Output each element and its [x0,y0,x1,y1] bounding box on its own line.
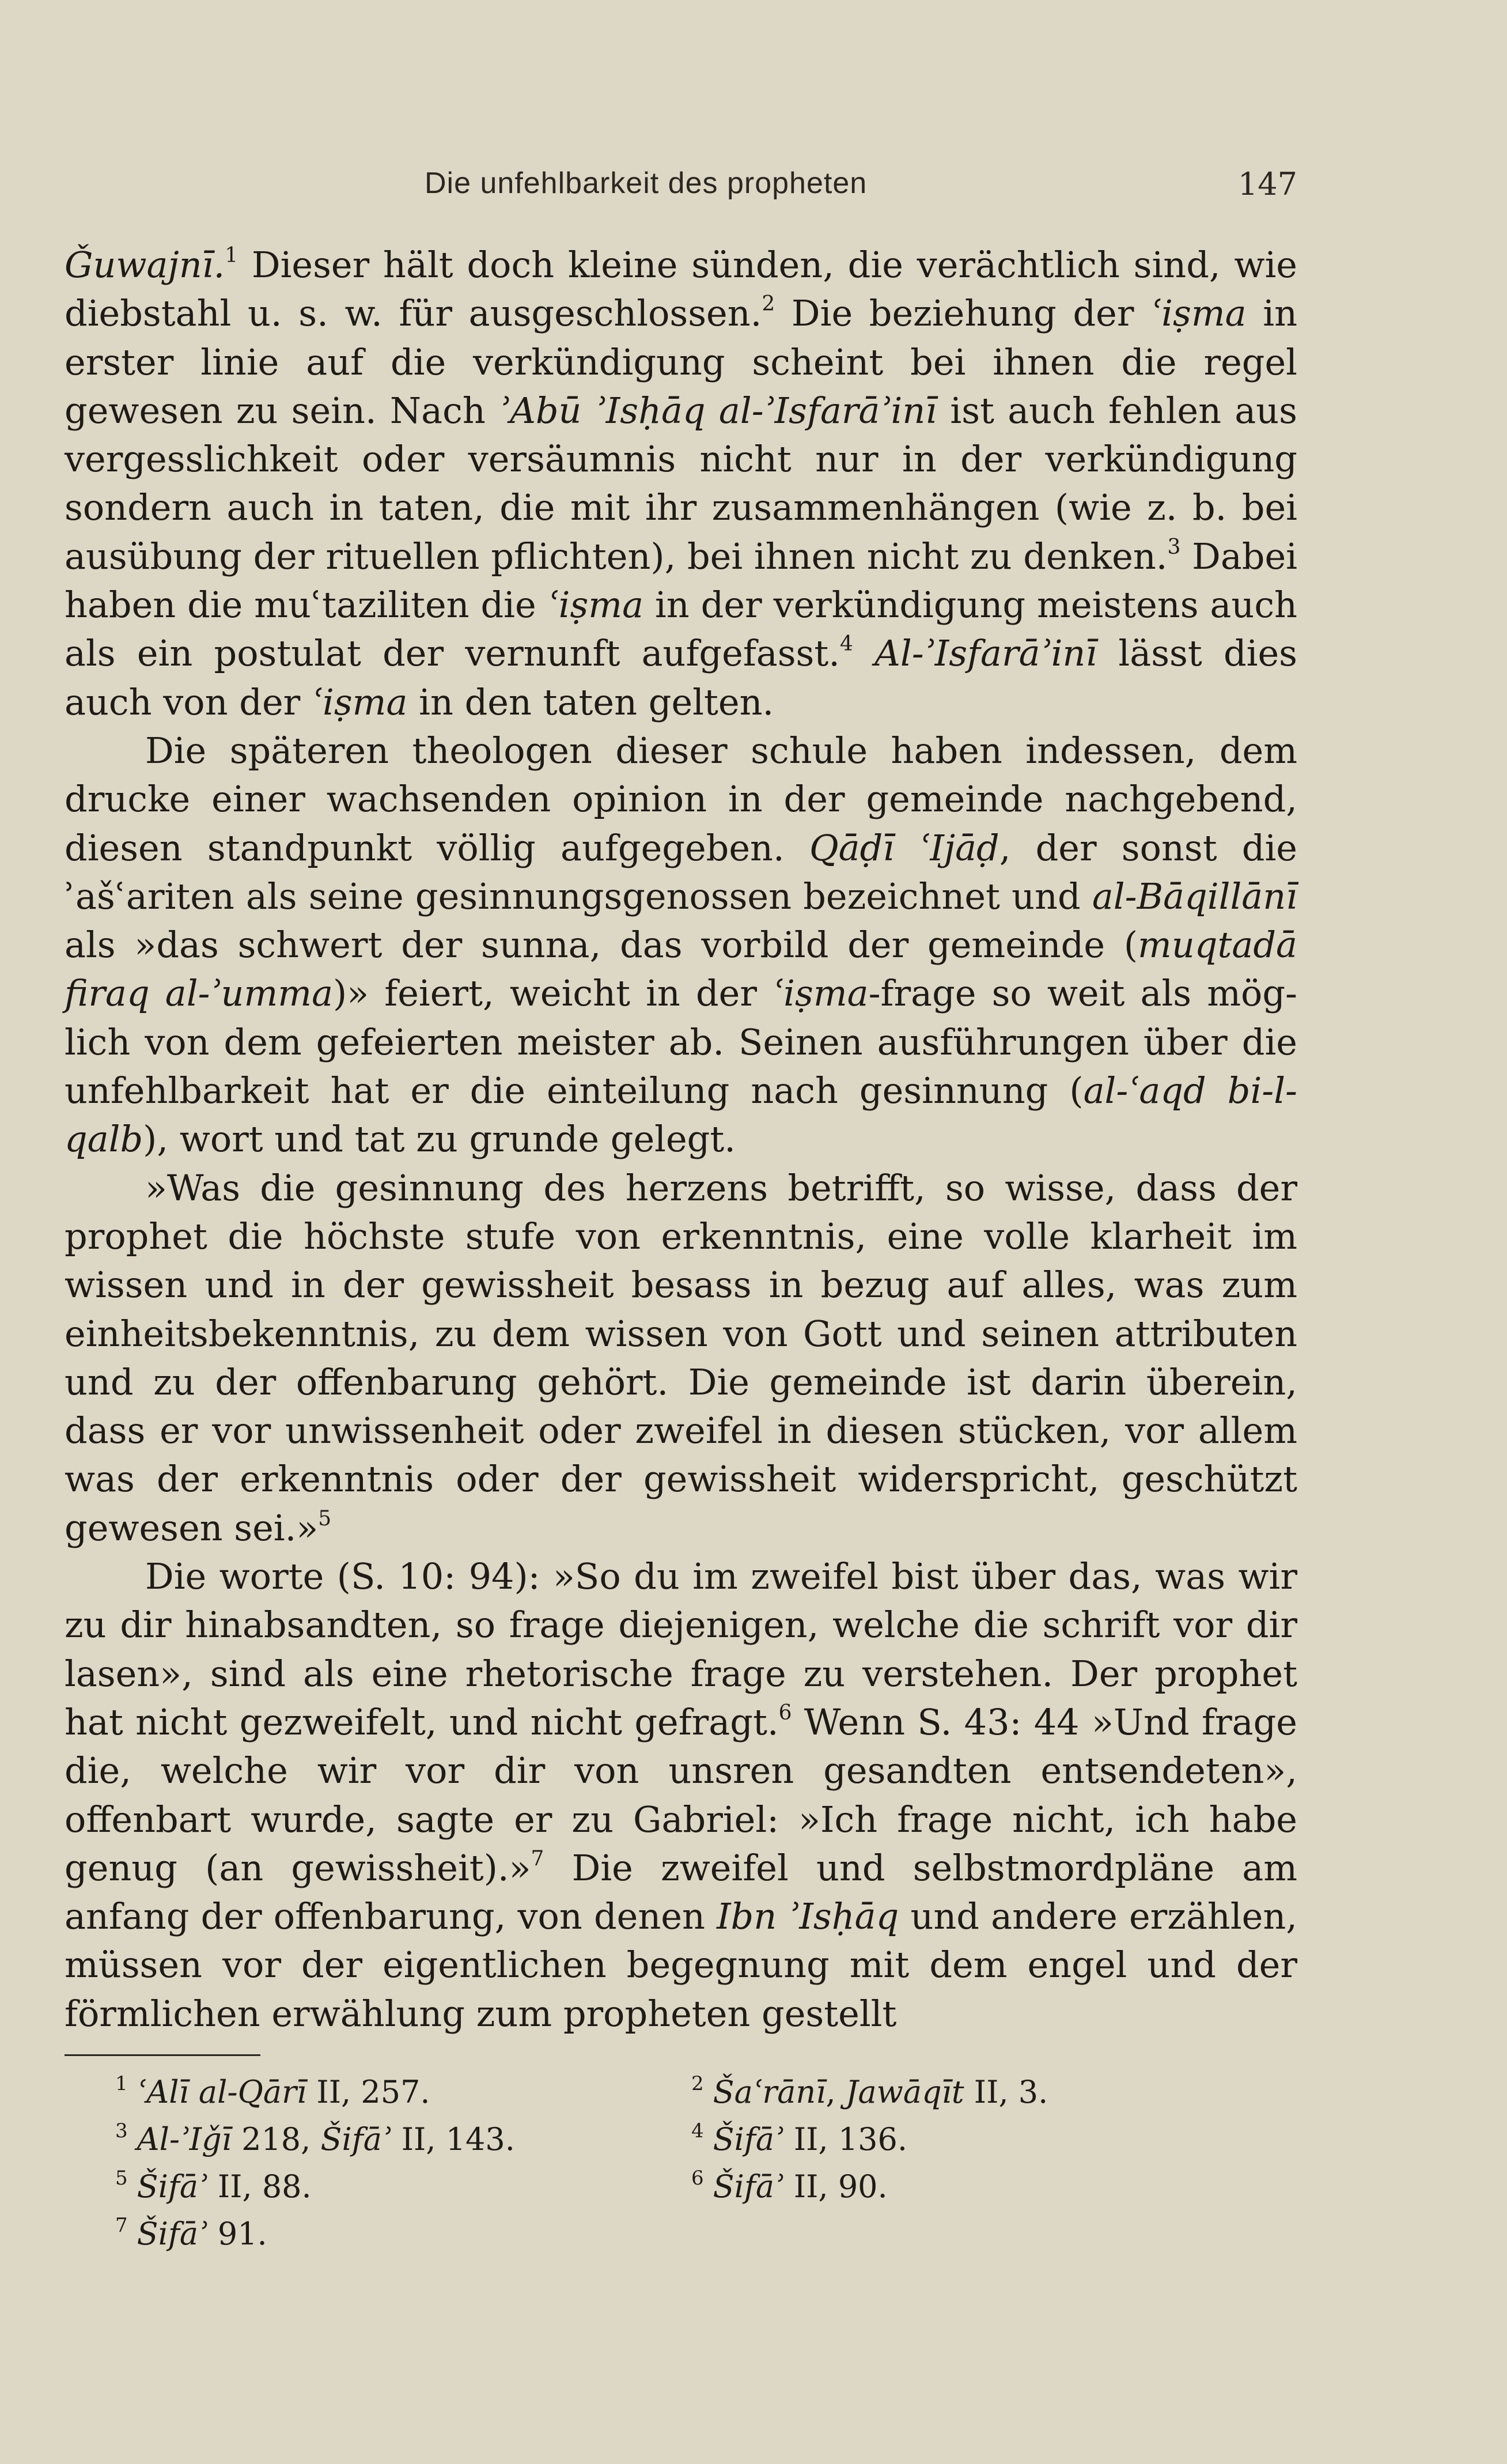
footnote-rule [65,2054,260,2056]
text-run: , der sonst die ʾašʿariten als seine gesinnungsgenossen bezeichnet und [65,826,1297,917]
text-run: in erster linie auf die verkündigung scheint bei ihnen die regel gewesen zu sein. Nach [65,292,1297,432]
text-run: II, 136. [783,2121,908,2157]
text-run: und andere erzählen, müssen vor der eigentlichen begegnung mit dem engel und der förmlichen erwählung zum propheten gestellt [65,1895,1297,2035]
text-run: Die worte (S. 10: 94): »So du im zweifel bist über das, was wir zu dir hinabsandten, so frage diejenigen, welche die schrift vor dir lasen», sind als eine rhetorische frage zu verstehen. Der prophet hat nicht gezweifelt, und nicht gefragt. [65,1555,1297,1743]
italic-term: ʿiṣma [1150,292,1247,335]
italic-term: ʿiṣma [547,584,644,626]
running-title: Die unfehlbarkeit des propheten [425,167,868,200]
footnote [691,2069,1267,2116]
text-run: lässt dies auch von der [65,632,1297,723]
body-text [65,241,1297,2038]
footnote-number: 4 [691,2119,704,2142]
italic-term: Ǧuwajnī. [65,244,225,286]
text-run: -frage so weit als möglich von dem gefeierten meister ab. Seinen ausführungen über die unfehlbarkeit hat er die einteilung nach gesinnung ( [65,972,1297,1112]
page-header [65,166,1297,212]
italic-term: Al-ʾIsfarāʾinī [874,632,1097,675]
text-run: , [826,2074,846,2110]
text-run: als »das schwert der sunna, das vorbild der gemeinde ( [65,924,1138,966]
text-run: II, 143. [391,2121,515,2157]
text-run: ist auch fehlen aus vergesslichkeit oder versäumnis nicht nur in der verkündigung sondern auch in taten, die mit ihr zusammenhängen (wie z. b. bei ausübung der rituellen pflichten), bei ihnen nicht zu denken. [65,389,1297,577]
text-run: Dieser hält doch kleine sünden, die verächtlich sind, wie diebstahl u. s. w. für ausgeschlossen. [65,244,1297,335]
footnote-marker: 4 [839,632,853,656]
footnote-marker: 2 [762,292,775,316]
italic-term: Jawāqīt [845,2074,964,2110]
italic-term: al-Bāqillānī [1092,875,1297,917]
paragraph [65,727,1297,1164]
footnotes [115,2069,1267,2258]
text-run: II, 257. [306,2074,430,2110]
footnote-number: 7 [115,2214,128,2237]
footnote [115,2069,691,2116]
footnote-marker: 5 [318,1506,332,1530]
footnote-number: 1 [115,2072,128,2095]
footnote-marker: 3 [1167,535,1181,559]
italic-term: ʿiṣma [311,681,408,723]
text-run: »Was die gesinnung des herzens betrifft, so wisse, dass der prophet die höchste stufe von erkenntnis, eine volle klarheit im wissen und in der gewissheit besass in bezug auf alles, was zum einheitsbekenntnis, zu dem wissen von Gott und seinen attributen und zu der offenbarung gehört. Die gemeinde ist darin überein, dass er vor unwissenheit oder zweifel in diesen stücken, vor allem was der erkenntnis oder der gewissheit widerspricht, geschützt gewesen sei.» [65,1166,1297,1549]
footnote-row [115,2116,1267,2163]
footnote [115,2163,691,2210]
footnote-row [115,2163,1267,2210]
italic-term: Šaʿrānī [713,2074,826,2110]
footnote [691,2163,1267,2210]
paragraph [65,1164,1297,1552]
italic-term: Šifāʾ [713,2121,784,2157]
text-run: in der verkündigung meistens auch als ein postulat der vernunft aufgefasst. [65,584,1297,675]
footnote-marker: 6 [778,1700,792,1725]
italic-term: Šifāʾ [137,2168,208,2205]
italic-term: Šifāʾ [713,2168,784,2205]
footnote-number: 2 [691,2072,704,2095]
footnote [691,2210,1267,2258]
footnote-row [115,2210,1267,2258]
italic-term: Al-ʾIǧī [137,2121,232,2157]
italic-term: Qāḍī ʿIjāḍ [809,826,999,869]
footnote [691,2116,1267,2163]
text-run: Dabei haben die muʿtaziliten die [65,535,1297,626]
text-run: II, 88. [207,2168,312,2205]
italic-term: Ibn ʾIsḥāq [717,1895,899,1938]
footnote-row [115,2069,1267,2116]
text-run: ), wort und tat zu grunde gelegt. [143,1118,736,1161]
italic-term: al-ʿaqd bi-l-qalb [65,1070,1297,1161]
footnote [115,2210,691,2258]
italic-term: Šifāʾ [137,2216,208,2252]
italic-term: Šifāʾ [320,2121,392,2157]
paragraph [65,241,1297,727]
text-run: 91. [207,2216,267,2252]
text-run: )» feiert, weicht in der [333,972,773,1015]
paragraph [65,1552,1297,2038]
footnote [115,2116,691,2163]
italic-term: ʿiṣma [773,972,869,1015]
footnote-number: 5 [115,2167,128,2190]
text-run: in den taten gelten. [407,681,774,723]
text-run: II, 90. [783,2168,888,2205]
text-run [853,632,874,674]
italic-term: ʿAlī al-Qārī [137,2074,307,2110]
italic-term: muqtadā firaq al-ʾumma [65,924,1297,1015]
text-run: Wenn S. 43: 44 »Und frage die, welche wir vor dir von unsren gesandten entsendeten», offenbart wurde, sagte er zu Gabriel: »Ich frage nicht, ich habe genug (an gewissheit).» [65,1700,1297,1889]
italic-term: ʾAbū ʾIsḥāq al-ʾIsfarāʾinī [499,389,937,432]
text-run: Die späteren theologen dieser schule haben indessen, dem drucke einer wachsenden opinion in der gemeinde nachgebend, diesen standpunkt völlig aufgegeben. [65,729,1297,869]
text-run: Die beziehung der [775,292,1151,335]
text-run: Die zweifel und selbstmordpläne am anfang der offenbarung, von denen [65,1846,1297,1938]
footnote-marker: 1 [225,244,238,267]
text-run: II, 3. [964,2074,1048,2110]
footnote-number: 6 [691,2167,704,2190]
text-run: 218, [231,2121,321,2157]
page-number: 147 [1237,166,1297,202]
footnote-marker: 7 [531,1846,544,1870]
footnote-number: 3 [115,2119,128,2142]
